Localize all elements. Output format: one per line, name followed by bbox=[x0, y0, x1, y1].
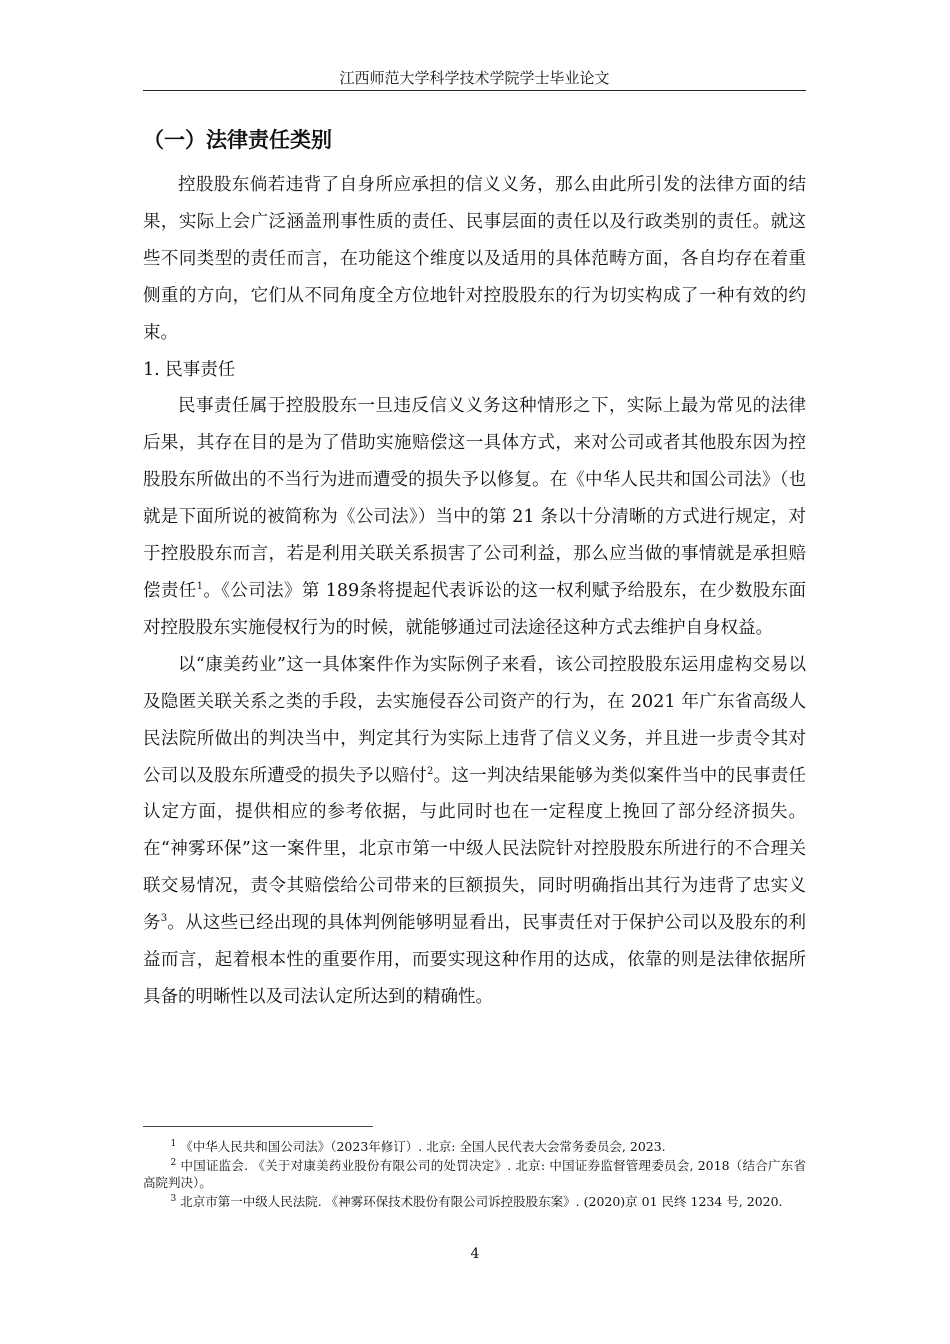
paragraph-text: 。《公司法》第 189条将提起代表诉讼的这一权利赋予给股东，在少数股东面对控股股东实施侵权行为的时候，就能够通过司法途径这种方式去维护自身权益。 bbox=[143, 580, 807, 638]
section-heading: （一）法律责任类别 bbox=[143, 128, 332, 152]
body-text bbox=[143, 167, 806, 1016]
footnote-ref-1[interactable]: 1 bbox=[196, 581, 204, 593]
footnote-text: 《中华人民共和国公司法》（2023年修订）. 北京: 全国人民代表大会常务委员会, 2023. bbox=[180, 1139, 666, 1154]
page-number: 4 bbox=[470, 1246, 480, 1262]
footnote-mark: 1 bbox=[170, 1138, 177, 1149]
footnotes bbox=[143, 1138, 806, 1212]
footnote-ref-3[interactable]: 3 bbox=[160, 913, 168, 925]
paragraph-text: 以“康美药业”这一具体案件作为实际例子来看，该公司控股股东运用虚构交易以及隐匿关联关系之类的手段，去实施侵吞公司资产的行为，在 2021 年广东省高级人民法院所做出的判决当中，判定其行为实际上违背了信义义务，并且进一步责令其对公司以及股东所遭受的损失予以赔付 bbox=[143, 654, 806, 786]
footnote-1 bbox=[143, 1138, 806, 1155]
footnote-mark: 2 bbox=[170, 1157, 177, 1168]
subheading-civil-liability: 1. 民事责任 bbox=[143, 359, 236, 380]
footnote-text: 中国证监会. 《关于对康美药业股份有限公司的处罚决定》. 北京: 中国证券监督管理委员会, 2018（结合广东省高院判决）。 bbox=[143, 1158, 806, 1190]
footnote-ref-2[interactable]: 2 bbox=[426, 765, 434, 777]
footnote-3 bbox=[143, 1193, 806, 1210]
paragraph-civil-liability bbox=[143, 388, 806, 646]
paragraph-text: 。从这些已经出现的具体判例能够明显看出，民事责任对于保护公司以及股东的利益而言，起着根本性的重要作用，而要实现这种作用的达成，依靠的则是法律依据所具备的明晰性以及司法认定所达到的精确性。 bbox=[143, 913, 807, 1007]
header-divider bbox=[143, 90, 806, 91]
footnote-2 bbox=[143, 1157, 806, 1191]
paragraph-case-examples bbox=[143, 647, 806, 1016]
paragraph-text: 。这一判决结果能够为类似案件当中的民事责任认定方面，提供相应的参考依据，与此同时也在一定程度上挽回了部分经济损失。在“神雾环保”这一案件里，北京市第一中级人民法院针对控股股东所进行的不合理关联交易情况，责令其赔偿给公司带来的巨额损失，同时明确指出其行为违背了忠实义务 bbox=[143, 765, 807, 934]
footnote-mark: 3 bbox=[170, 1193, 177, 1204]
footnote-divider bbox=[143, 1126, 373, 1127]
paragraph-intro: 控股股东倘若违背了自身所应承担的信义义务，那么由此所引发的法律方面的结果，实际上会广泛涵盖刑事性质的责任、民事层面的责任以及行政类别的责任。就这些不同类型的责任而言，在功能这个维度以及适用的具体范畴方面，各自均存在着重侧重的方向，它们从不同角度全方位地针对控股股东的行为切实构成了一种有效的约束。 bbox=[143, 175, 806, 343]
running-header: 江西师范大学科学技术学院学士毕业论文 bbox=[339, 69, 610, 87]
paragraph-text: 民事责任属于控股股东一旦违反信义义务这种情形之下，实际上最为常见的法律后果，其存在目的是为了借助实施赔偿这一具体方式，来对公司或者其他股东因为控股股东所做出的不当行为进而遭受的损失予以修复。在《中华人民共和国公司法》（也就是下面所说的被简称为《公司法》）当中的第 21 条以十分清晰的方式进行规定，对于控股股东而言，若是利用关联关系损害了公司利益，那么应当做的事情就是承担赔偿责任 bbox=[143, 396, 806, 601]
footnote-text: 北京市第一中级人民法院. 《神雾环保技术股份有限公司诉控股股东案》. (2020)京 01 民终 1234 号, 2020. bbox=[180, 1194, 783, 1209]
